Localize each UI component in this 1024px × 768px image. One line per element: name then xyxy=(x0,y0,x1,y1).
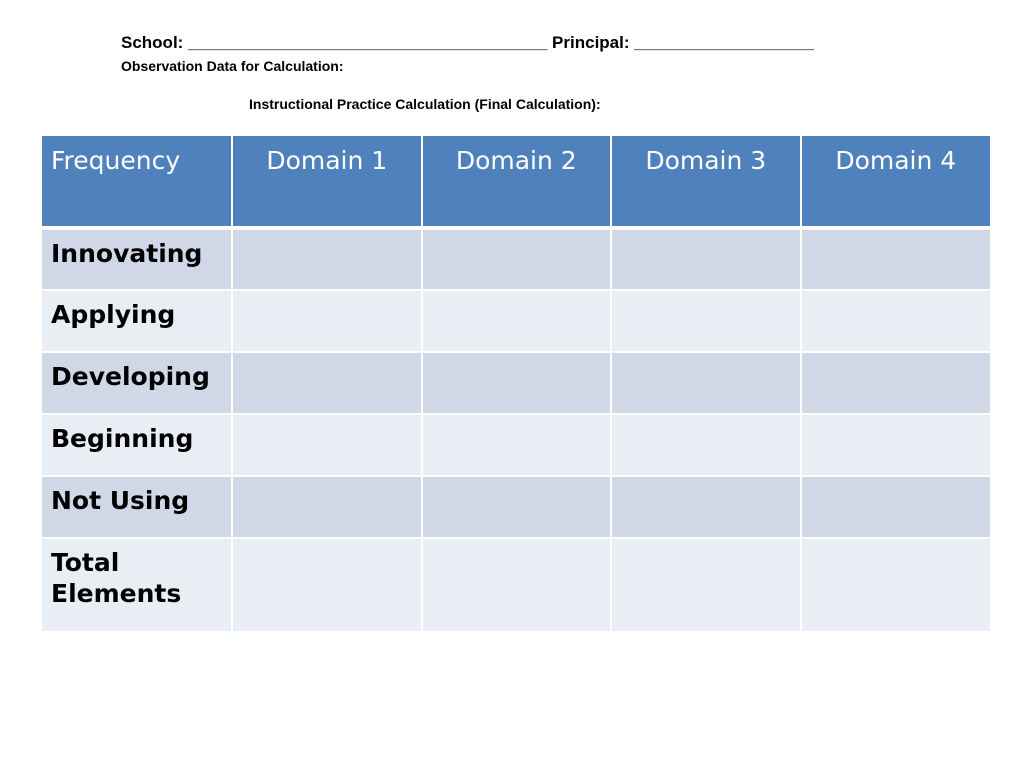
table-cell xyxy=(232,290,422,352)
table-cell xyxy=(611,414,801,476)
table-cell xyxy=(801,538,991,632)
column-header-frequency: Frequency xyxy=(42,136,232,228)
column-header-domain-1: Domain 1 xyxy=(232,136,422,228)
row-label-not-using: Not Using xyxy=(51,486,190,515)
table-cell xyxy=(232,414,422,476)
table-cell xyxy=(422,352,612,414)
row-label-innovating: Innovating xyxy=(51,239,203,268)
table-cell xyxy=(801,476,991,538)
row-label-applying: Applying xyxy=(51,300,176,329)
table-cell xyxy=(801,414,991,476)
table-cell xyxy=(422,290,612,352)
table-cell xyxy=(422,228,612,290)
row-label-cell xyxy=(42,538,232,632)
observation-data-label: Observation Data for Calculation: xyxy=(121,58,344,74)
table-cell xyxy=(422,538,612,632)
table-header-row xyxy=(42,136,990,228)
frequency-domain-table xyxy=(42,136,990,633)
table-cell xyxy=(611,228,801,290)
column-header-domain-2: Domain 2 xyxy=(422,136,612,228)
row-label-total-elements: Total Elements xyxy=(51,548,182,608)
table-cell xyxy=(801,290,991,352)
row-label-developing: Developing xyxy=(51,362,210,391)
table-row-innovating xyxy=(42,228,990,290)
row-label-beginning: Beginning xyxy=(51,424,194,453)
row-label-cell xyxy=(42,228,232,290)
table-cell xyxy=(422,476,612,538)
table-cell xyxy=(422,414,612,476)
table-cell xyxy=(611,352,801,414)
table-cell xyxy=(801,352,991,414)
row-label-cell xyxy=(42,352,232,414)
table-cell xyxy=(801,228,991,290)
table-row-applying xyxy=(42,290,990,352)
column-header-domain-4: Domain 4 xyxy=(801,136,991,228)
row-label-cell xyxy=(42,476,232,538)
table-cell xyxy=(232,352,422,414)
table-cell xyxy=(232,228,422,290)
table-cell xyxy=(232,476,422,538)
table-row-total-elements xyxy=(42,538,990,632)
row-label-cell xyxy=(42,290,232,352)
table-cell xyxy=(611,476,801,538)
row-label-cell xyxy=(42,414,232,476)
table-cell xyxy=(232,538,422,632)
table-row-developing xyxy=(42,352,990,414)
school-principal-line: School: ______________________________________ Principal: ___________________ xyxy=(121,33,814,52)
calculation-label: Instructional Practice Calculation (Final Calculation): xyxy=(249,96,601,112)
table-cell xyxy=(611,290,801,352)
table-row-not-using xyxy=(42,476,990,538)
column-header-domain-3: Domain 3 xyxy=(611,136,801,228)
table-cell xyxy=(611,538,801,632)
table-row-beginning xyxy=(42,414,990,476)
